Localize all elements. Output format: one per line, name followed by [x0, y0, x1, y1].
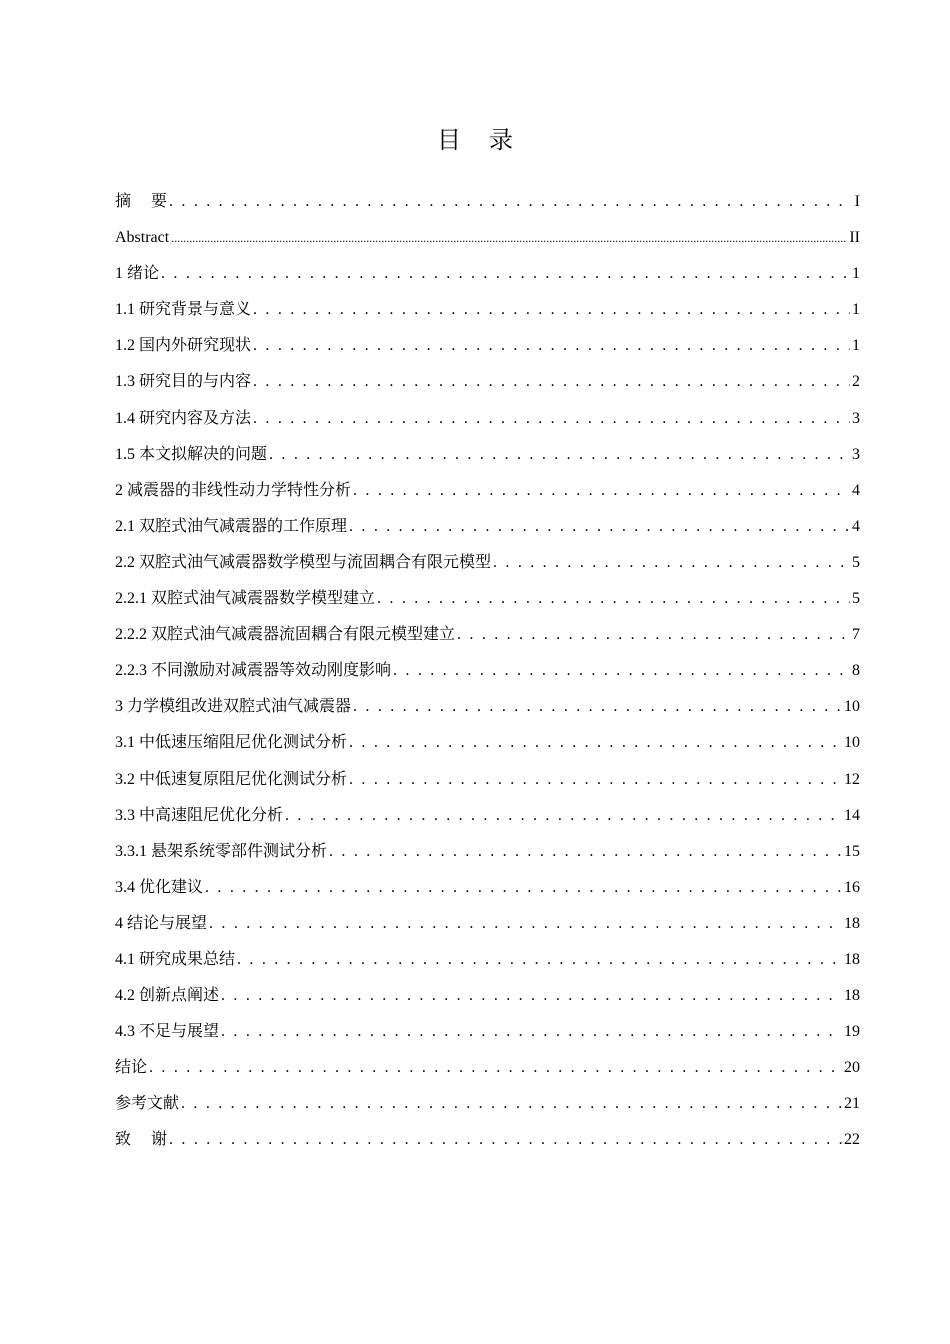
toc-entry-label: 3 力学模组改进双腔式油气减震器 [115, 698, 352, 716]
toc-entry-abstract-cn[interactable] [115, 184, 860, 220]
toc-entry-label: 2.1 双腔式油气减震器的工作原理 [115, 517, 348, 535]
toc-entry-page: 4 [852, 517, 860, 535]
toc-entry[interactable] [115, 401, 860, 437]
toc-entry-page: 21 [844, 1095, 860, 1113]
toc-entry-page: 22 [844, 1131, 860, 1149]
toc-entry-page: 18 [844, 987, 860, 1005]
toc-entry-label: 1.4 研究内容及方法 [115, 409, 252, 427]
toc-leader-dots [253, 292, 850, 328]
toc-leader-dots [269, 437, 850, 473]
toc-entry-page: 2 [852, 373, 860, 391]
toc-leader-dots [353, 689, 842, 725]
toc-entry-page: 18 [844, 914, 860, 932]
toc-leader-dots [377, 581, 850, 617]
toc-entry-label: 1 绪论 [115, 265, 160, 283]
toc-entry-label: 2.2 双腔式油气减震器数学模型与流固耦合有限元模型 [115, 553, 492, 571]
toc-entry[interactable] [115, 653, 860, 689]
toc-entry-label: 1.5 本文拟解决的问题 [115, 445, 268, 463]
table-of-contents [115, 184, 860, 1159]
toc-leader-dots [209, 906, 842, 942]
toc-entry-label: 3.3.1 悬架系统零部件测试分析 [115, 842, 328, 860]
title-char-1: 目 [437, 128, 461, 154]
toc-entry-abstract-en[interactable] [115, 220, 860, 256]
toc-entry-page: 3 [852, 409, 860, 427]
toc-entry[interactable] [115, 798, 860, 834]
toc-entry-page: 19 [844, 1023, 860, 1041]
toc-entry[interactable] [115, 978, 860, 1014]
toc-entry-page: 10 [844, 698, 860, 716]
toc-entry-label: 1.1 研究背景与意义 [115, 301, 252, 319]
toc-entry-page: 7 [852, 626, 860, 644]
toc-entry[interactable] [115, 437, 860, 473]
toc-entry-page: 4 [852, 481, 860, 499]
toc-leader-dots [457, 617, 850, 653]
toc-entry-label: 3.1 中低速压缩阻尼优化测试分析 [115, 734, 348, 752]
toc-entry-label: 2.2.3 不同激励对减震器等效动刚度影响 [115, 662, 392, 680]
toc-entry-label: 结论 [115, 1059, 148, 1077]
toc-leader-dots [493, 545, 850, 581]
toc-entry[interactable] [115, 762, 860, 798]
toc-leader-dots [349, 762, 842, 798]
toc-entry-page: 3 [852, 445, 860, 463]
toc-entry[interactable] [115, 328, 860, 364]
toc-entry-page: 1 [852, 301, 860, 319]
toc-entry-page: 20 [844, 1059, 860, 1077]
toc-leader-dots [221, 1014, 842, 1050]
toc-entry[interactable] [115, 292, 860, 328]
toc-entry-label: Abstract [115, 229, 170, 247]
toc-leader-dots [253, 401, 850, 437]
toc-entry-label: 2.2.2 双腔式油气减震器流固耦合有限元模型建立 [115, 626, 456, 644]
toc-entry[interactable] [115, 581, 860, 617]
toc-entry[interactable] [115, 617, 860, 653]
toc-entry[interactable] [115, 256, 860, 292]
toc-entry-label: 4.1 研究成果总结 [115, 950, 236, 968]
toc-leader-dots [349, 509, 850, 545]
toc-entry-label: 3.2 中低速复原阻尼优化测试分析 [115, 770, 348, 788]
toc-entry-page: II [849, 229, 860, 247]
toc-leader-dots [349, 725, 842, 761]
toc-leader-dots [353, 473, 850, 509]
toc-leader-dots [169, 1122, 842, 1158]
toc-entry-label: 4.2 创新点阐述 [115, 987, 220, 1005]
page-title [0, 120, 950, 155]
toc-leader-dots [161, 256, 850, 292]
toc-leader-dots [285, 798, 842, 834]
toc-entry-label: 3.3 中高速阻尼优化分析 [115, 806, 284, 824]
toc-entry[interactable] [115, 725, 860, 761]
toc-leader-dots [181, 1086, 842, 1122]
toc-entry[interactable] [115, 473, 860, 509]
toc-entry[interactable] [115, 942, 860, 978]
toc-entry[interactable] [115, 1086, 860, 1122]
toc-entry-page: 5 [852, 553, 860, 571]
toc-entry[interactable] [115, 1122, 860, 1158]
toc-entry[interactable] [115, 545, 860, 581]
toc-entry-label: 1.2 国内外研究现状 [115, 337, 252, 355]
toc-entry[interactable] [115, 906, 860, 942]
toc-entry-label: 2.2.1 双腔式油气减震器数学模型建立 [115, 590, 376, 608]
toc-entry-label: 4.3 不足与展望 [115, 1023, 220, 1041]
toc-leader-dots [393, 653, 850, 689]
toc-entry-page: 12 [844, 770, 860, 788]
toc-leader-dots [205, 870, 842, 906]
toc-leader-dots [171, 220, 847, 256]
toc-leader-dots [149, 1050, 842, 1086]
toc-entry[interactable] [115, 1014, 860, 1050]
toc-entry[interactable] [115, 364, 860, 400]
toc-leader-dots [169, 184, 845, 220]
toc-leader-dots [237, 942, 842, 978]
toc-entry-label: 2 减震器的非线性动力学特性分析 [115, 481, 352, 499]
toc-entry[interactable] [115, 834, 860, 870]
toc-entry-page: I [854, 193, 860, 210]
toc-entry[interactable] [115, 689, 860, 725]
toc-entry-page: 15 [844, 842, 860, 860]
toc-leader-dots [221, 978, 842, 1014]
toc-entry-page: 5 [852, 590, 860, 608]
title-char-2: 录 [489, 128, 513, 154]
toc-entry-label: 致 谢 [115, 1131, 168, 1149]
toc-entry-page: 8 [852, 662, 860, 680]
toc-entry-page: 1 [852, 337, 860, 355]
toc-leader-dots [329, 834, 842, 870]
toc-entry-page: 14 [844, 806, 860, 824]
toc-leader-dots [253, 328, 850, 364]
toc-entry[interactable] [115, 1050, 860, 1086]
toc-entry-label: 4 结论与展望 [115, 914, 208, 932]
toc-entry-label: 3.4 优化建议 [115, 878, 204, 896]
toc-entry-page: 1 [852, 265, 860, 283]
toc-leader-dots [253, 364, 850, 400]
toc-entry-label: 摘 要 [115, 193, 168, 210]
toc-entry-page: 16 [844, 878, 860, 896]
toc-entry-label: 1.3 研究目的与内容 [115, 373, 252, 391]
toc-entry[interactable] [115, 509, 860, 545]
toc-entry-page: 18 [844, 950, 860, 968]
toc-entry[interactable] [115, 870, 860, 906]
toc-entry-label: 参考文献 [115, 1095, 180, 1113]
toc-entry-page: 10 [844, 734, 860, 752]
